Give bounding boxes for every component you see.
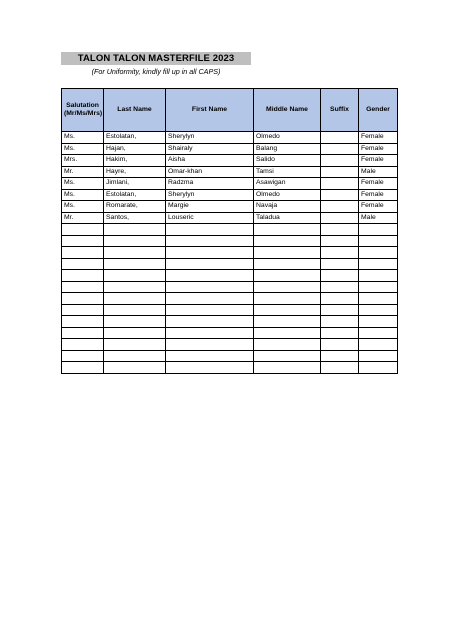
suffix-cell[interactable] [321,327,359,339]
suffix-cell[interactable] [321,189,359,201]
salutation-cell[interactable] [62,304,104,316]
header-suffix: Suffix [321,89,359,132]
header-gender: Gender [359,89,398,132]
salutation-cell[interactable] [62,270,104,282]
middle-name-cell[interactable] [254,304,321,316]
last-name-cell[interactable]: Jimlani, [104,178,166,190]
salutation-cell[interactable] [62,350,104,362]
last-name-cell[interactable] [104,350,166,362]
table-row [62,293,398,305]
middle-name-cell[interactable] [254,350,321,362]
gender-cell[interactable] [359,362,398,374]
gender-cell[interactable] [359,247,398,259]
salutation-cell[interactable]: Mrs. [62,155,104,167]
table-row [62,270,398,282]
last-name-cell[interactable] [104,235,166,247]
middle-name-cell[interactable] [254,247,321,259]
middle-name-cell[interactable] [254,327,321,339]
salutation-cell[interactable] [62,235,104,247]
gender-cell[interactable]: Female [359,189,398,201]
gender-cell[interactable]: Female [359,132,398,144]
table-row [62,247,398,259]
header-middle-name: Middle Name [254,89,321,132]
middle-name-cell[interactable] [254,235,321,247]
table-row [62,189,398,201]
suffix-cell[interactable] [321,281,359,293]
last-name-cell[interactable]: Hayre, [104,166,166,178]
header-last-name: Last Name [104,89,166,132]
salutation-cell[interactable] [62,224,104,236]
last-name-cell[interactable] [104,362,166,374]
first-name-cell[interactable] [166,247,254,259]
table-row [62,362,398,374]
gender-cell[interactable] [359,327,398,339]
suffix-cell[interactable] [321,247,359,259]
middle-name-cell[interactable]: Asawigan [254,178,321,190]
middle-name-cell[interactable] [254,258,321,270]
table-row [62,235,398,247]
salutation-cell[interactable] [62,316,104,328]
first-name-cell[interactable] [166,350,254,362]
table-row [62,350,398,362]
first-name-cell[interactable]: Sherylyn [166,189,254,201]
first-name-cell[interactable]: Louseric [166,212,254,224]
salutation-cell[interactable] [62,362,104,374]
table-row [62,327,398,339]
first-name-cell[interactable] [166,316,254,328]
salutation-cell[interactable]: Ms. [62,201,104,213]
gender-cell[interactable] [359,270,398,282]
salutation-cell[interactable]: Ms. [62,143,104,155]
last-name-cell[interactable]: Hajan, [104,143,166,155]
first-name-cell[interactable] [166,327,254,339]
suffix-cell[interactable] [321,270,359,282]
suffix-cell[interactable] [321,212,359,224]
salutation-cell[interactable] [62,339,104,351]
header-first-name: First Name [166,89,254,132]
salutation-cell[interactable]: Ms. [62,189,104,201]
salutation-cell[interactable]: Mr. [62,166,104,178]
first-name-cell[interactable]: Sherylyn [166,132,254,144]
middle-name-cell[interactable] [254,339,321,351]
last-name-cell[interactable]: Hakim, [104,155,166,167]
middle-name-cell[interactable]: Olmedo [254,132,321,144]
first-name-cell[interactable] [166,270,254,282]
suffix-cell[interactable] [321,258,359,270]
suffix-cell[interactable] [321,132,359,144]
last-name-cell[interactable] [104,293,166,305]
middle-name-cell[interactable] [254,281,321,293]
gender-cell[interactable]: Female [359,178,398,190]
suffix-cell[interactable] [321,224,359,236]
table-row [62,178,398,190]
last-name-cell[interactable]: Estolatan, [104,189,166,201]
first-name-cell[interactable]: Omar-khan [166,166,254,178]
table-row [62,304,398,316]
first-name-cell[interactable] [166,281,254,293]
middle-name-cell[interactable] [254,224,321,236]
last-name-cell[interactable] [104,247,166,259]
first-name-cell[interactable] [166,224,254,236]
table-row [62,258,398,270]
middle-name-cell[interactable]: Balang [254,143,321,155]
middle-name-cell[interactable] [254,316,321,328]
table-row [62,132,398,144]
table-row [62,339,398,351]
table-row [62,201,398,213]
first-name-cell[interactable] [166,258,254,270]
gender-cell[interactable] [359,235,398,247]
gender-cell[interactable] [359,281,398,293]
middle-name-cell[interactable]: Tamsi [254,166,321,178]
last-name-cell[interactable] [104,316,166,328]
first-name-cell[interactable] [166,362,254,374]
first-name-cell[interactable] [166,339,254,351]
gender-cell[interactable] [359,293,398,305]
gender-cell[interactable]: Male [359,212,398,224]
suffix-cell[interactable] [321,155,359,167]
salutation-cell[interactable]: Ms. [62,178,104,190]
suffix-cell[interactable] [321,235,359,247]
last-name-cell[interactable]: Estolatan, [104,132,166,144]
table-row [62,281,398,293]
gender-cell[interactable] [359,258,398,270]
gender-cell[interactable]: Female [359,143,398,155]
middle-name-cell[interactable]: Taladua [254,212,321,224]
last-name-cell[interactable]: Santos, [104,212,166,224]
suffix-cell[interactable] [321,166,359,178]
first-name-cell[interactable] [166,235,254,247]
middle-name-cell[interactable]: Salido [254,155,321,167]
gender-cell[interactable] [359,316,398,328]
gender-cell[interactable] [359,350,398,362]
suffix-cell[interactable] [321,350,359,362]
table-row [62,155,398,167]
first-name-cell[interactable] [166,293,254,305]
last-name-cell[interactable] [104,258,166,270]
suffix-cell[interactable] [321,293,359,305]
header-row [62,89,398,132]
suffix-cell[interactable] [321,178,359,190]
salutation-cell[interactable] [62,258,104,270]
suffix-cell[interactable] [321,362,359,374]
last-name-cell[interactable] [104,224,166,236]
gender-cell[interactable]: Male [359,166,398,178]
table-row [62,212,398,224]
gender-cell[interactable]: Female [359,155,398,167]
last-name-cell[interactable] [104,327,166,339]
salutation-cell[interactable]: Ms. [62,132,104,144]
middle-name-cell[interactable] [254,362,321,374]
first-name-cell[interactable]: Margie [166,201,254,213]
salutation-cell[interactable] [62,327,104,339]
middle-name-cell[interactable] [254,270,321,282]
table-row [62,143,398,155]
middle-name-cell[interactable]: Olmedo [254,189,321,201]
first-name-cell[interactable] [166,304,254,316]
last-name-cell[interactable] [104,304,166,316]
header-salutation: Salutation (Mr/Ms/Mrs) [62,89,104,132]
table-row [62,316,398,328]
middle-name-cell[interactable] [254,293,321,305]
table-row [62,224,398,236]
last-name-cell[interactable] [104,281,166,293]
gender-cell[interactable] [359,304,398,316]
first-name-cell[interactable]: Shairaly [166,143,254,155]
table-body [62,132,398,374]
masterfile-table [61,88,398,374]
last-name-cell[interactable] [104,270,166,282]
middle-name-cell[interactable]: Navaja [254,201,321,213]
document-title: TALON TALON MASTERFILE 2023 [61,52,251,65]
table-row [62,166,398,178]
salutation-cell[interactable]: Mr. [62,212,104,224]
salutation-cell[interactable] [62,281,104,293]
suffix-cell[interactable] [321,143,359,155]
gender-cell[interactable] [359,339,398,351]
suffix-cell[interactable] [321,304,359,316]
gender-cell[interactable] [359,224,398,236]
suffix-cell[interactable] [321,201,359,213]
suffix-cell[interactable] [321,339,359,351]
salutation-cell[interactable] [62,247,104,259]
last-name-cell[interactable]: Romarate, [104,201,166,213]
last-name-cell[interactable] [104,339,166,351]
salutation-cell[interactable] [62,293,104,305]
first-name-cell[interactable]: Aisha [166,155,254,167]
first-name-cell[interactable]: Radzma [166,178,254,190]
suffix-cell[interactable] [321,316,359,328]
gender-cell[interactable]: Female [359,201,398,213]
document-subtitle: (For Uniformity, kindly fill up in all CAPS) [91,67,221,76]
